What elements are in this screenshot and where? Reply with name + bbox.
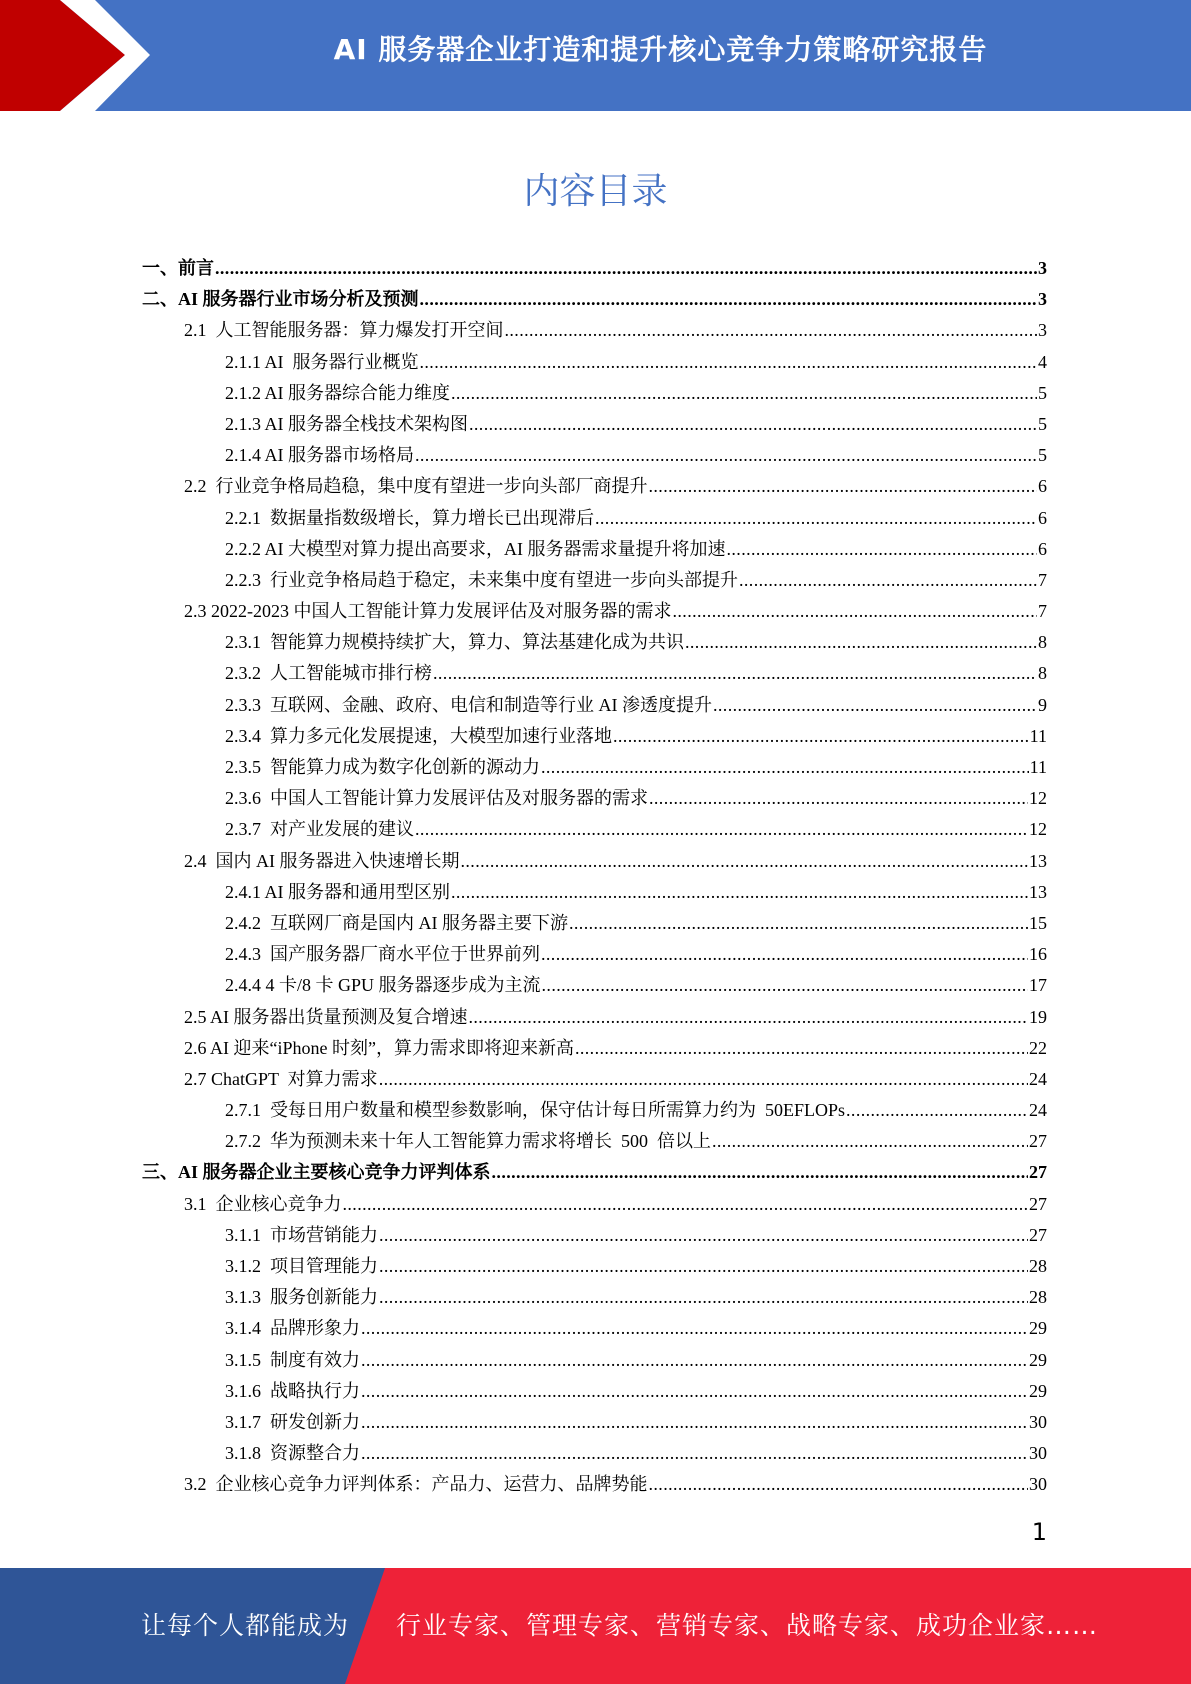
toc-entry-label: 3.1.7 研发创新力 xyxy=(225,1411,360,1432)
toc-dot-leader xyxy=(461,846,1029,877)
toc-dot-leader xyxy=(569,908,1028,939)
toc-entry[interactable] xyxy=(142,1064,1047,1095)
toc-dot-leader xyxy=(739,565,1037,596)
toc-entry[interactable] xyxy=(142,534,1047,565)
toc-entry-label: 2.7.2 华为预测未来十年人工智能算力需求将增长 500 倍以上 xyxy=(225,1131,711,1152)
toc-entry-page: 19 xyxy=(1029,1006,1047,1027)
toc-entry[interactable] xyxy=(142,378,1047,409)
page-number: 1 xyxy=(1031,1518,1047,1546)
toc-entry-page: 5 xyxy=(1038,413,1047,434)
toc-entry-page: 6 xyxy=(1038,507,1047,528)
toc-entry[interactable] xyxy=(142,1126,1047,1157)
toc-entry[interactable] xyxy=(142,939,1047,970)
toc-entry-page: 9 xyxy=(1038,694,1047,715)
toc-entry[interactable] xyxy=(142,783,1047,814)
toc-entry-label: 2.1.4 AI 服务器市场格局 xyxy=(225,445,414,466)
toc-entry-label: 3.1.4 品牌形象力 xyxy=(225,1318,360,1339)
toc-entry-page: 11 xyxy=(1029,757,1047,777)
toc-entry[interactable] xyxy=(142,253,1047,284)
toc-entry-label: 2.3.4 算力多元化发展提速，大模型加速行业落地 xyxy=(225,725,612,746)
toc-entry-label: 2.3.6 中国人工智能计算力发展评估及对服务器的需求 xyxy=(225,788,648,809)
toc-entry-label: 2.3.1 智能算力规模持续扩大，算力、算法基建化成为共识 xyxy=(225,632,684,653)
toc-entry-page: 5 xyxy=(1038,382,1047,403)
toc-dot-leader xyxy=(649,1469,1029,1500)
toc-entry[interactable] xyxy=(142,596,1047,627)
toc-entry-page: 13 xyxy=(1029,881,1047,902)
toc-dot-leader xyxy=(846,1095,1028,1126)
toc-entry-label: 三、AI 服务器企业主要核心竞争力评判体系 xyxy=(142,1162,491,1183)
toc-entry-page: 7 xyxy=(1038,569,1047,590)
toc-dot-leader xyxy=(613,721,1029,752)
toc-entry-page: 30 xyxy=(1029,1474,1047,1495)
toc-entry-label: 3.1 企业核心竞争力 xyxy=(184,1193,342,1214)
page-header xyxy=(0,0,1191,111)
toc-entry-page: 17 xyxy=(1029,975,1047,996)
toc-dot-leader xyxy=(420,284,1037,315)
toc-entry-page: 24 xyxy=(1029,1068,1047,1089)
toc-entry-page: 30 xyxy=(1029,1411,1047,1432)
toc-entry-label: 2.1.3 AI 服务器全栈技术架构图 xyxy=(225,413,468,434)
toc-entry-label: 2.2 行业竞争格局趋稳，集中度有望进一步向头部厂商提升 xyxy=(184,476,648,497)
toc-entry-page: 24 xyxy=(1029,1100,1047,1121)
toc-entry-page: 5 xyxy=(1038,445,1047,466)
toc-entry[interactable] xyxy=(142,1469,1047,1500)
toc-entry[interactable] xyxy=(142,1313,1047,1344)
toc-entry-label: 二、AI 服务器行业市场分析及预测 xyxy=(142,289,419,310)
toc-entry-page: 27 xyxy=(1029,1131,1047,1152)
toc-entry[interactable] xyxy=(142,1157,1047,1188)
toc-dot-leader xyxy=(415,440,1037,471)
toc-entry-page: 27 xyxy=(1029,1224,1047,1245)
toc-dot-leader xyxy=(542,970,1028,1001)
toc-entry[interactable] xyxy=(142,658,1047,689)
toc-entry-page: 6 xyxy=(1038,476,1047,497)
toc-dot-leader xyxy=(361,1376,1028,1407)
toc-entry-label: 2.3.3 互联网、金融、政府、电信和制造等行业 AI 渗透度提升 xyxy=(225,694,712,715)
toc-entry-label: 3.1.1 市场营销能力 xyxy=(225,1224,378,1245)
toc-dot-leader xyxy=(712,1126,1028,1157)
toc-entry-label: 3.1.5 制度有效力 xyxy=(225,1349,360,1370)
toc-entry-label: 2.4.4 4 卡/8 卡 GPU 服务器逐步成为主流 xyxy=(225,975,541,996)
toc-entry[interactable] xyxy=(142,814,1047,845)
toc-entry[interactable] xyxy=(142,1438,1047,1469)
toc-entry[interactable] xyxy=(142,752,1047,783)
toc-entry-page: 8 xyxy=(1038,632,1047,653)
toc-dot-leader xyxy=(505,315,1038,346)
toc-entry[interactable] xyxy=(142,1282,1047,1313)
toc-dot-leader xyxy=(727,534,1038,565)
toc-entry-label: 2.3.5 智能算力成为数字化创新的源动力 xyxy=(225,757,540,777)
toc-entry-label: 2.4 国内 AI 服务器进入快速增长期 xyxy=(184,850,460,871)
toc-dot-leader xyxy=(361,1345,1028,1376)
toc-entry[interactable] xyxy=(142,284,1047,315)
toc-dot-leader xyxy=(492,1157,1028,1188)
toc-entry[interactable] xyxy=(142,1002,1047,1033)
toc-entry-label: 3.1.6 战略执行力 xyxy=(225,1380,360,1401)
toc-entry[interactable] xyxy=(142,690,1047,721)
toc-entry-page: 11 xyxy=(1029,725,1047,746)
toc-dot-leader xyxy=(685,627,1037,658)
toc-dot-leader xyxy=(420,347,1038,378)
toc-entry[interactable] xyxy=(142,970,1047,1001)
footer-slogan-left: 让每个人都能成为 xyxy=(141,1611,350,1640)
toc-entry-label: 2.3.2 人工智能城市排行榜 xyxy=(225,663,432,684)
toc-entry[interactable] xyxy=(142,503,1047,534)
toc-dot-leader xyxy=(361,1313,1028,1344)
toc-entry-page: 29 xyxy=(1029,1318,1047,1339)
toc-dot-leader xyxy=(451,877,1028,908)
toc-dot-leader xyxy=(469,409,1037,440)
toc-entry-label: 2.3 2022-2023 中国人工智能计算力发展评估及对服务器的需求 xyxy=(184,601,672,622)
toc-entry-page: 29 xyxy=(1029,1380,1047,1401)
toc-entry[interactable] xyxy=(142,1220,1047,1251)
toc-entry-label: 2.2.3 行业竞争格局趋于稳定，未来集中度有望进一步向头部提升 xyxy=(225,569,738,590)
toc-entry[interactable] xyxy=(142,440,1047,471)
toc-entry-page: 28 xyxy=(1029,1287,1047,1308)
toc-entry-label: 3.1.3 服务创新能力 xyxy=(225,1287,378,1308)
toc-dot-leader xyxy=(361,1438,1028,1469)
toc-entry-label: 2.7.1 受每日用户数量和模型参数影响，保守估计每日所需算力约为 50EFLOPs xyxy=(225,1100,846,1121)
toc-entry-page: 27 xyxy=(1029,1162,1047,1183)
toc-entry-page: 30 xyxy=(1029,1443,1047,1464)
toc-entry-page: 3 xyxy=(1038,289,1047,310)
toc-entry-label: 2.5 AI 服务器出货量预测及复合增速 xyxy=(184,1006,468,1027)
toc-entry[interactable] xyxy=(142,846,1047,877)
toc-entry-label: 2.1 人工智能服务器：算力爆发打开空间 xyxy=(184,320,504,341)
toc-entry[interactable] xyxy=(142,1095,1047,1126)
toc-heading: 内容目录 xyxy=(523,171,668,212)
toc-dot-leader xyxy=(379,1064,1028,1095)
toc-entry-label: 2.1.2 AI 服务器综合能力维度 xyxy=(225,382,450,403)
toc-entry-label: 2.7 ChatGPT 对算力需求 xyxy=(184,1068,378,1089)
toc-entry-label: 2.1.1 AI 服务器行业概览 xyxy=(225,351,419,372)
toc-entry-page: 12 xyxy=(1029,788,1047,809)
toc-dot-leader xyxy=(433,658,1037,689)
toc-entry-label: 3.1.8 资源整合力 xyxy=(225,1443,360,1464)
header-arrow-decoration xyxy=(0,0,160,111)
toc-entry-page: 3 xyxy=(1038,258,1047,278)
toc-entry[interactable] xyxy=(142,1407,1047,1438)
toc-entry-page: 28 xyxy=(1029,1256,1047,1276)
toc-dot-leader xyxy=(379,1282,1028,1313)
toc-entry[interactable] xyxy=(142,471,1047,502)
toc-entry[interactable] xyxy=(142,1345,1047,1376)
header-title: AI 服务器企业打造和提升核心竞争力策略研究报告 xyxy=(333,33,988,66)
toc-dot-leader xyxy=(541,939,1028,970)
toc-entry-page: 6 xyxy=(1038,538,1047,559)
toc-entry-page: 29 xyxy=(1029,1349,1047,1370)
toc-entry-label: 2.6 AI 迎来“iPhone 时刻”，算力需求即将迎来新高 xyxy=(184,1037,574,1058)
toc-entry-page: 12 xyxy=(1029,819,1047,840)
toc-entry[interactable] xyxy=(142,877,1047,908)
toc-entry-page: 13 xyxy=(1029,850,1047,871)
toc-dot-leader xyxy=(343,1189,1029,1220)
toc-entry-label: 2.3.7 对产业发展的建议 xyxy=(225,819,414,840)
toc-dot-leader xyxy=(649,783,1028,814)
toc-entry[interactable] xyxy=(142,627,1047,658)
toc-entry-page: 27 xyxy=(1029,1193,1047,1214)
toc-entry-label: 2.2.2 AI 大模型对算力提出高要求，AI 服务器需求量提升将加速 xyxy=(225,538,726,559)
toc-entry[interactable] xyxy=(142,721,1047,752)
toc-dot-leader xyxy=(713,690,1037,721)
toc-entry-label: 2.4.3 国产服务器厂商水平位于世界前列 xyxy=(225,944,540,965)
toc-dot-leader xyxy=(575,1033,1028,1064)
table-of-contents xyxy=(142,253,1047,1501)
toc-entry-label: 一、前言 xyxy=(142,258,214,278)
toc-dot-leader xyxy=(379,1251,1028,1282)
toc-entry-label: 3.1.2 项目管理能力 xyxy=(225,1256,378,1276)
toc-entry[interactable] xyxy=(142,908,1047,939)
toc-entry[interactable] xyxy=(142,1251,1047,1282)
toc-dot-leader xyxy=(215,253,1037,284)
page-footer xyxy=(0,1568,1191,1684)
toc-entry[interactable] xyxy=(142,1033,1047,1064)
toc-dot-leader xyxy=(451,378,1037,409)
toc-entry-label: 3.2 企业核心竞争力评判体系：产品力、运营力、品牌势能 xyxy=(184,1474,648,1495)
footer-slogan-right: 行业专家、管理专家、营销专家、战略专家、成功企业家…… xyxy=(396,1611,1099,1640)
toc-dot-leader xyxy=(361,1407,1028,1438)
toc-dot-leader xyxy=(541,752,1029,783)
toc-dot-leader xyxy=(469,1002,1029,1033)
toc-entry[interactable] xyxy=(142,409,1047,440)
toc-entry[interactable] xyxy=(142,1376,1047,1407)
toc-entry-page: 22 xyxy=(1029,1037,1047,1058)
toc-entry[interactable] xyxy=(142,1189,1047,1220)
toc-dot-leader xyxy=(673,596,1038,627)
toc-dot-leader xyxy=(595,503,1037,534)
toc-entry-page: 4 xyxy=(1038,351,1047,372)
toc-dot-leader xyxy=(415,814,1028,845)
toc-entry[interactable] xyxy=(142,347,1047,378)
toc-entry-page: 16 xyxy=(1029,944,1047,965)
toc-entry[interactable] xyxy=(142,565,1047,596)
toc-entry-label: 2.4.1 AI 服务器和通用型区别 xyxy=(225,881,450,902)
toc-entry-page: 8 xyxy=(1038,663,1047,684)
toc-entry-page: 7 xyxy=(1038,601,1047,622)
toc-dot-leader xyxy=(649,471,1038,502)
toc-entry-label: 2.4.2 互联网厂商是国内 AI 服务器主要下游 xyxy=(225,912,568,933)
toc-dot-leader xyxy=(379,1220,1028,1251)
toc-entry-label: 2.2.1 数据量指数级增长，算力增长已出现滞后 xyxy=(225,507,594,528)
toc-entry[interactable] xyxy=(142,315,1047,346)
toc-entry-page: 15 xyxy=(1029,912,1047,933)
toc-entry-page: 3 xyxy=(1038,320,1047,341)
